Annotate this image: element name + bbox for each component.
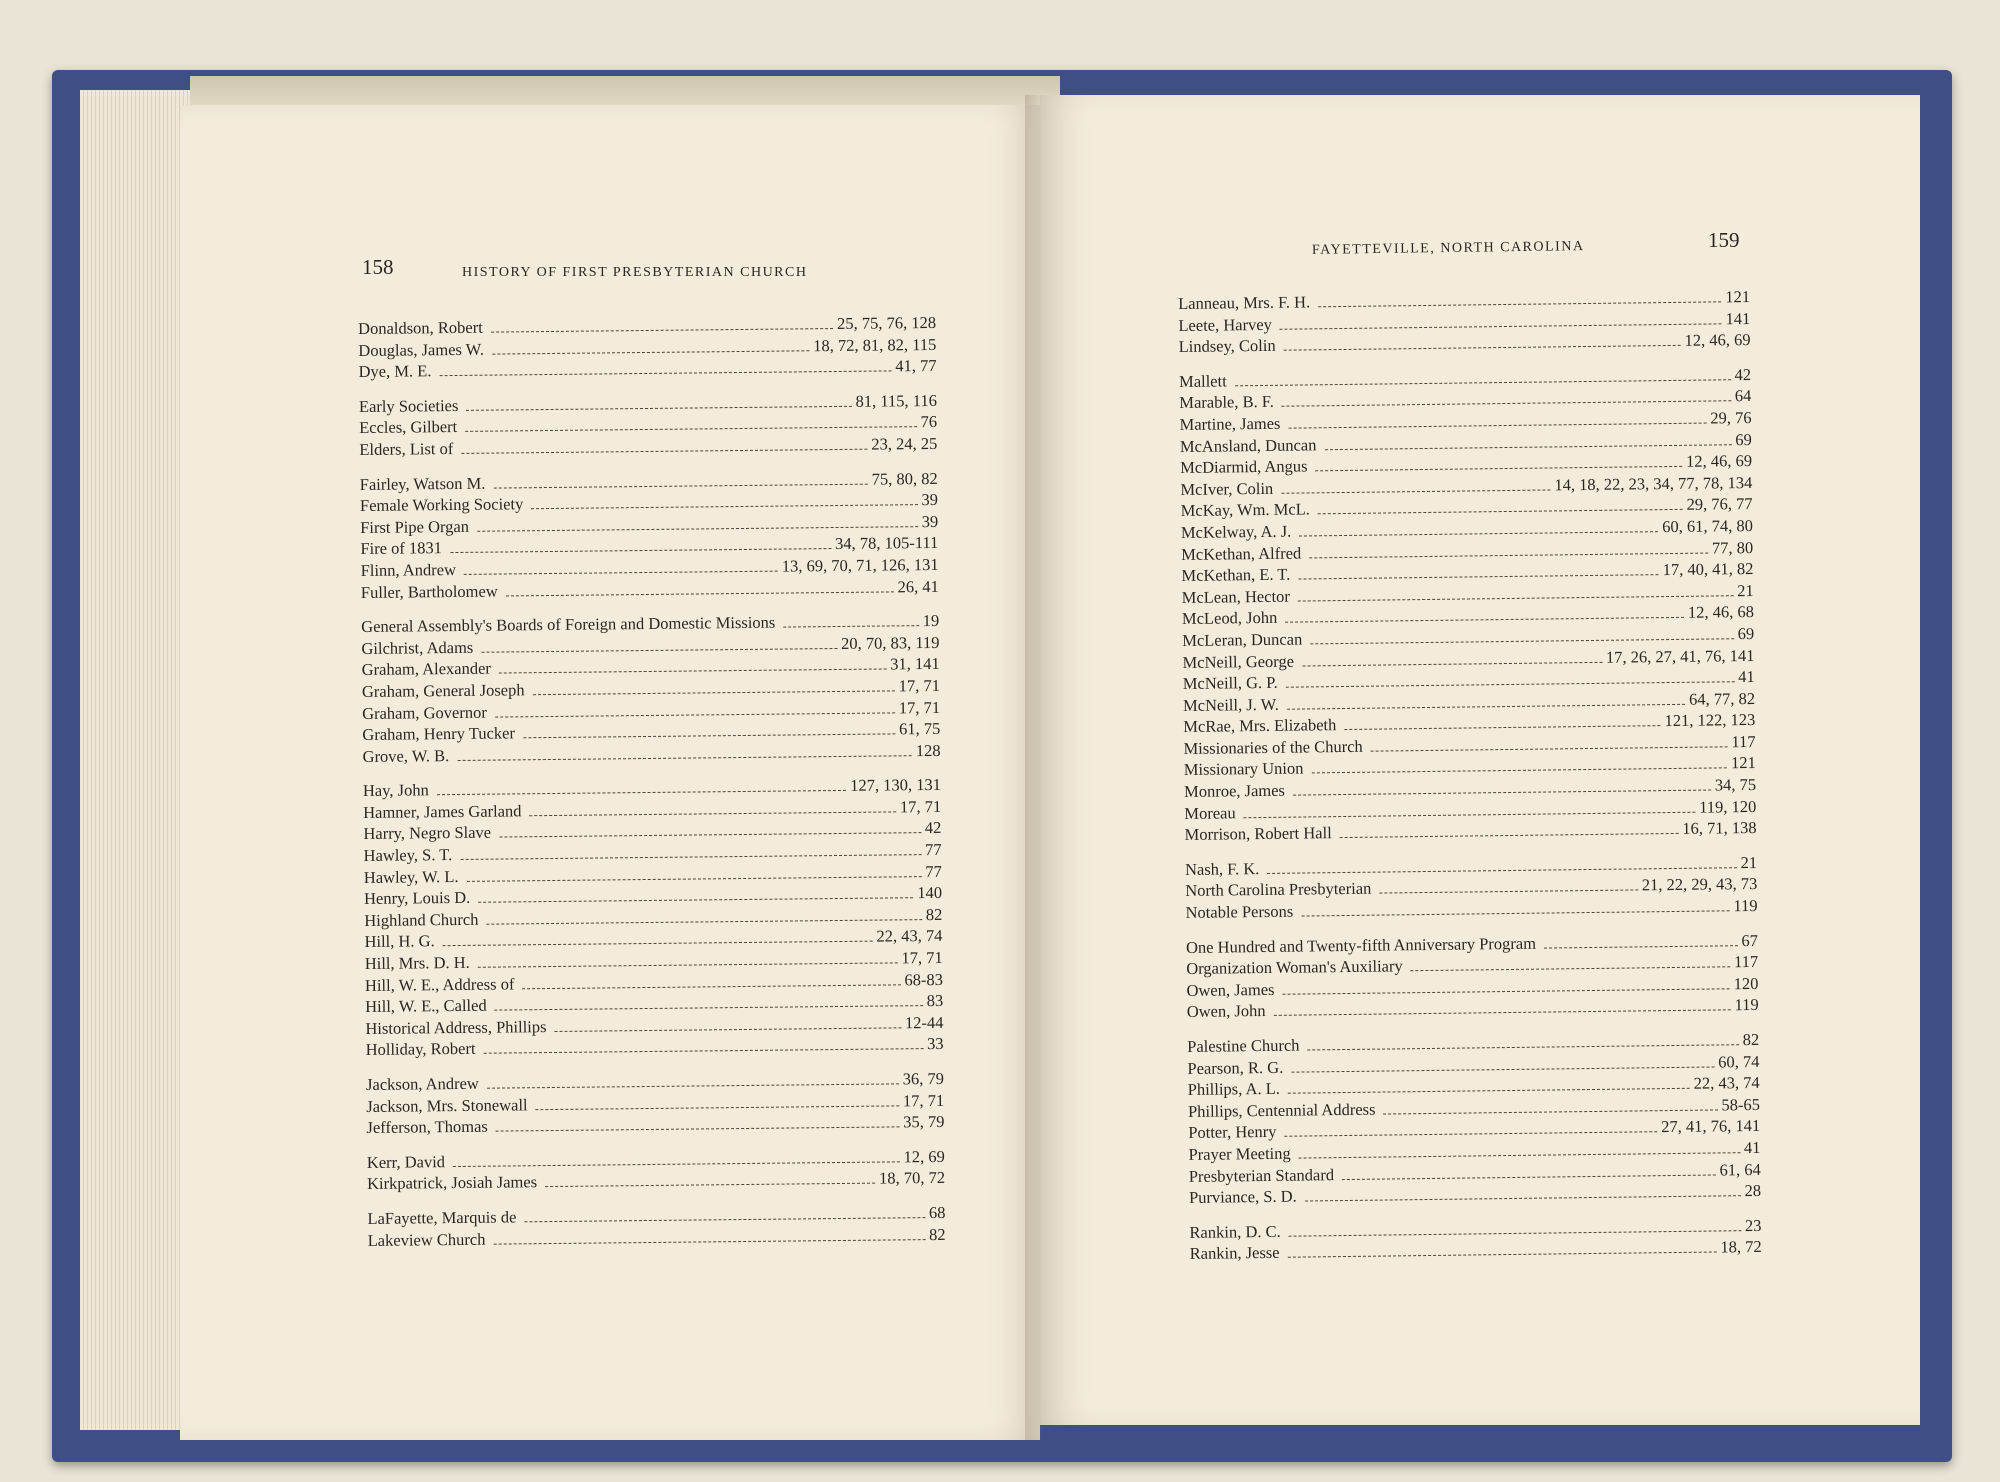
dot-leader	[1301, 910, 1729, 916]
entry-name: Henry, Louis D.	[363, 888, 471, 909]
entry-pages: 17, 71	[898, 675, 940, 696]
dot-leader	[460, 854, 921, 860]
entry-name: Donaldson, Robert	[358, 317, 483, 338]
right-index-list	[1178, 286, 1762, 1265]
entry-name: McNeill, J. W.	[1182, 694, 1279, 715]
dot-leader	[545, 1183, 875, 1187]
entry-name: Flinn, Andrew	[360, 559, 457, 580]
entry-pages: 117	[1733, 952, 1759, 972]
entry-name: Female Working Society	[359, 494, 524, 516]
dot-leader	[1308, 1044, 1739, 1050]
entry-name: Lanneau, Mrs. F. H.	[1178, 292, 1311, 313]
entry-pages: 61, 64	[1719, 1159, 1761, 1180]
entry-name: Hill, W. E., Address of	[364, 974, 515, 995]
dot-leader	[1310, 638, 1733, 644]
entry-name: Eccles, Gilbert	[359, 417, 458, 438]
entry-pages: 35, 79	[903, 1112, 945, 1132]
dot-leader	[524, 1217, 925, 1222]
dot-leader	[1288, 1088, 1690, 1094]
entry-pages: 29, 76	[1710, 407, 1752, 428]
left-index-list	[358, 312, 946, 1251]
entry-name: McAnsland, Duncan	[1179, 434, 1317, 456]
entry-pages: 26, 41	[897, 576, 939, 596]
entry-name: Marable, B. F.	[1179, 392, 1274, 413]
dot-leader	[1244, 811, 1696, 818]
entry-name: Monroe, James	[1183, 780, 1286, 802]
entry-name: First Pipe Organ	[360, 516, 470, 537]
dot-leader	[533, 690, 895, 695]
entry-pages: 121	[1730, 753, 1756, 773]
entry-pages: 117	[1731, 731, 1756, 752]
entry-pages: 14, 18, 22, 23, 34, 77, 78, 134	[1554, 472, 1753, 495]
entry-pages: 25, 75, 76, 128	[836, 312, 937, 333]
entry-name: Missionaries of the Church	[1183, 736, 1363, 758]
entry-pages: 140	[917, 883, 943, 903]
entry-name: McLeran, Duncan	[1182, 629, 1303, 650]
dot-leader	[1299, 1152, 1740, 1158]
entry-name: Gilchrist, Adams	[361, 637, 474, 658]
dot-leader	[499, 669, 886, 674]
entry-name: Hamner, James Garland	[363, 801, 522, 822]
entry-pages: 81, 115, 116	[855, 390, 937, 411]
entry-pages: 60, 61, 74, 80	[1662, 515, 1753, 537]
entry-pages: 41, 77	[895, 356, 937, 376]
dot-leader	[1286, 681, 1735, 687]
dot-leader	[493, 1239, 925, 1245]
entry-pages: 141	[1725, 308, 1751, 328]
dot-leader	[1282, 401, 1731, 407]
entry-pages: 12, 69	[903, 1146, 945, 1167]
dot-leader	[1288, 423, 1706, 429]
dot-leader	[1283, 988, 1730, 994]
dot-leader	[1318, 509, 1683, 514]
dot-leader	[522, 984, 900, 989]
entry-pages: 64, 77, 82	[1688, 688, 1756, 709]
entry-name: Highland Church	[364, 909, 479, 930]
entry-pages: 127, 130, 131	[850, 775, 942, 796]
entry-pages: 77	[924, 839, 942, 860]
entry-name: Nash, F. K.	[1184, 858, 1260, 879]
entry-pages: 41	[1743, 1137, 1761, 1158]
entry-pages: 82	[1742, 1029, 1760, 1050]
entry-name: Moreau	[1184, 802, 1236, 823]
entry-name: McIver, Colin	[1180, 478, 1274, 499]
entry-name: Hawley, S. T.	[363, 845, 453, 866]
entry-pages: 119	[1734, 995, 1759, 1015]
entry-pages: 33	[927, 1034, 944, 1054]
dot-leader	[487, 1083, 899, 1088]
dot-leader	[464, 571, 778, 575]
entry-name: McNeill, George	[1182, 651, 1295, 672]
entry-name: Rankin, D. C.	[1189, 1221, 1281, 1242]
entry-name: Lakeview Church	[367, 1229, 486, 1250]
dot-leader	[1284, 345, 1681, 351]
entry-name: Fuller, Bartholomew	[360, 581, 498, 602]
dot-leader	[1411, 967, 1730, 972]
dot-leader	[461, 449, 867, 454]
entry-name: Organization Woman's Auxiliary	[1186, 956, 1403, 979]
entry-name: Graham, Henry Tucker	[362, 723, 516, 745]
left-running-head: HISTORY OF FIRST PRESBYTERIAN CHURCH	[462, 265, 808, 280]
entry-name: Jackson, Mrs. Stonewall	[366, 1094, 528, 1116]
dot-leader	[1274, 1010, 1731, 1017]
entry-name: Holliday, Robert	[365, 1039, 476, 1060]
entry-pages: 42	[1734, 364, 1752, 384]
entry-pages: 20, 70, 83, 119	[840, 632, 940, 653]
dot-leader	[530, 811, 896, 816]
entry-name: Purviance, S. D.	[1188, 1186, 1297, 1208]
dot-leader	[1324, 444, 1731, 450]
entry-name: LaFayette, Marquis de	[367, 1207, 517, 1228]
entry-name: McNeill, G. P.	[1182, 672, 1278, 694]
entry-pages: 17, 71	[901, 947, 943, 968]
dot-leader	[1267, 867, 1736, 874]
dot-leader	[1384, 1109, 1718, 1114]
entry-pages: 12-44	[904, 1012, 944, 1033]
entry-name: Lindsey, Colin	[1178, 335, 1276, 357]
right-running-head: FAYETTEVILLE, NORTH CAROLINA	[1311, 239, 1585, 258]
entry-pages: 13, 69, 70, 71, 126, 131	[781, 554, 939, 576]
entry-pages: 39	[921, 511, 939, 531]
entry-pages: 119, 120	[1699, 796, 1757, 817]
dot-leader	[1287, 704, 1685, 710]
dot-leader	[491, 328, 833, 333]
entry-name: Martine, James	[1179, 413, 1281, 434]
entry-pages: 61, 75	[898, 719, 941, 739]
entry-pages: 121	[1725, 287, 1751, 307]
entry-name: Harry, Negro Slave	[363, 823, 492, 844]
dot-leader	[1281, 489, 1550, 493]
entry-pages: 34, 75	[1714, 775, 1757, 795]
entry-name: McLeod, John	[1181, 608, 1278, 629]
dot-leader	[1311, 768, 1727, 774]
entry-name: Kirkpatrick, Josiah James	[366, 1172, 538, 1194]
entry-pages: 18, 70, 72	[878, 1168, 946, 1188]
left-page-number: 158	[362, 255, 394, 279]
entry-pages: 23, 24, 25	[871, 433, 938, 454]
dot-leader	[1285, 1132, 1658, 1138]
entry-pages: 77	[925, 861, 942, 881]
entry-pages: 128	[915, 740, 941, 760]
dot-leader	[1293, 790, 1711, 796]
page-edges	[80, 90, 190, 1430]
dot-leader	[1280, 323, 1722, 329]
dot-leader	[1344, 725, 1660, 730]
entry-name: McLean, Hector	[1181, 586, 1290, 607]
dot-leader	[439, 371, 891, 377]
entry-pages: 21	[1737, 580, 1754, 600]
entry-name: Hill, Mrs. D. H.	[364, 952, 470, 973]
entry-pages: 41	[1738, 667, 1755, 687]
entry-pages: 67	[1741, 930, 1759, 950]
entry-pages: 75, 80, 82	[871, 468, 938, 489]
entry-pages: 36, 79	[902, 1068, 945, 1089]
entry-name: Graham, Alexander	[361, 658, 491, 680]
dot-leader	[1285, 617, 1684, 623]
entry-name: Phillips, Centennial Address	[1187, 1099, 1376, 1121]
dot-leader	[1544, 945, 1737, 948]
entry-pages: 29, 76, 77	[1686, 494, 1753, 515]
dot-leader	[1379, 890, 1637, 894]
dot-leader	[466, 406, 851, 411]
entry-name: Hawley, W. L.	[363, 866, 459, 887]
dot-leader	[1309, 552, 1708, 558]
entry-pages: 120	[1733, 973, 1759, 994]
dot-leader	[1318, 301, 1721, 307]
entry-pages: 121, 122, 123	[1664, 710, 1756, 731]
entry-pages: 21, 22, 29, 43, 73	[1641, 874, 1758, 895]
entry-pages: 16, 71, 138	[1682, 818, 1757, 839]
dot-leader	[478, 962, 898, 967]
entry-pages: 23	[1744, 1215, 1762, 1235]
dot-leader	[1235, 379, 1731, 386]
right-page-number: 159	[1708, 228, 1740, 252]
dot-leader	[1288, 1252, 1717, 1258]
dot-leader	[450, 548, 831, 553]
dot-leader	[481, 648, 837, 653]
entry-pages: 21	[1740, 852, 1758, 873]
entry-pages: 22, 43, 74	[1693, 1073, 1760, 1093]
entry-pages: 69	[1735, 429, 1752, 449]
dot-leader	[1342, 1174, 1715, 1180]
dot-leader	[555, 1027, 901, 1032]
dot-leader	[495, 1005, 923, 1010]
entry-name: Morrison, Robert Hall	[1184, 823, 1332, 845]
entry-pages: 68-83	[904, 969, 944, 989]
entry-name: Hill, W. E., Called	[365, 995, 487, 1017]
entry-pages: 12, 46, 69	[1685, 451, 1753, 471]
dot-leader	[1371, 746, 1728, 751]
dot-leader	[783, 625, 918, 627]
entry-pages: 82	[929, 1224, 946, 1244]
entry-pages: 58-65	[1721, 1094, 1761, 1115]
dot-leader	[443, 941, 873, 947]
entry-name: Presbyterian Standard	[1188, 1164, 1335, 1186]
entry-name: North Carolina Presbyterian	[1185, 879, 1372, 901]
entry-pages: 34, 78, 105-111	[835, 533, 939, 554]
entry-name: Hay, John	[362, 780, 429, 801]
dot-leader	[477, 526, 918, 532]
dot-leader	[492, 350, 809, 354]
entry-pages: 18, 72, 81, 82, 115	[813, 334, 937, 355]
entry-pages: 83	[926, 991, 944, 1011]
dot-leader	[457, 755, 912, 761]
entry-name: McKelway, A. J.	[1180, 521, 1292, 542]
entry-pages: 28	[1744, 1181, 1762, 1201]
entry-name: Graham, Governor	[362, 702, 487, 723]
dot-leader	[1291, 1066, 1714, 1072]
entry-pages: 82	[925, 904, 943, 924]
entry-pages: 12, 46, 69	[1684, 330, 1751, 351]
entry-pages: 39	[921, 490, 939, 510]
book-gutter	[1025, 95, 1055, 1440]
entry-name: Jackson, Andrew	[365, 1073, 479, 1094]
entry-name: Grove, W. B.	[362, 745, 450, 766]
dot-leader	[523, 733, 895, 738]
entry-pages: 77, 80	[1711, 537, 1754, 558]
dot-leader	[467, 876, 922, 882]
entry-name: Douglas, James W.	[358, 339, 485, 360]
dot-leader	[453, 1161, 900, 1167]
entry-name: McKethan, Alfred	[1181, 543, 1302, 564]
entry-name: Historical Address, Phillips	[365, 1016, 547, 1038]
entry-name: McRae, Mrs. Elizabeth	[1183, 715, 1337, 737]
entry-name: Prayer Meeting	[1188, 1143, 1291, 1164]
entry-pages: 18, 72	[1720, 1237, 1762, 1257]
entry-name: Fire of 1831	[360, 538, 443, 559]
entry-name: McKay, Wm. McL.	[1180, 499, 1311, 521]
dot-leader	[1289, 1230, 1741, 1237]
entry-name: Kerr, David	[366, 1151, 446, 1172]
dot-leader	[1340, 833, 1679, 838]
entry-pages: 19	[922, 611, 940, 631]
dot-leader	[531, 504, 917, 509]
dot-leader	[506, 591, 894, 596]
dot-leader	[536, 1105, 899, 1110]
entry-pages: 17, 26, 27, 41, 76, 141	[1605, 645, 1755, 667]
dot-leader	[1305, 1195, 1741, 1201]
entry-name: Pearson, R. G.	[1187, 1057, 1284, 1078]
dot-leader	[495, 712, 895, 717]
dot-leader	[1298, 574, 1658, 579]
dot-leader	[493, 483, 867, 488]
entry-name: Dye, M. E.	[358, 361, 432, 382]
entry-pages: 31, 141	[890, 654, 940, 674]
entry-pages: 17, 71	[899, 796, 942, 817]
entry-name: Owen, James	[1186, 979, 1275, 1000]
entry-name: Potter, Henry	[1188, 1122, 1277, 1143]
dot-leader	[465, 427, 916, 433]
entry-name: Elders, List of	[359, 438, 454, 459]
dot-leader	[1298, 595, 1733, 601]
dot-leader	[437, 790, 846, 795]
dot-leader	[486, 919, 921, 925]
entry-pages: 119	[1733, 895, 1758, 916]
dot-leader	[496, 1127, 899, 1132]
entry-pages: 17, 40, 41, 82	[1662, 559, 1754, 580]
entry-name: Early Societies	[358, 395, 459, 416]
entry-name: Rankin, Jesse	[1189, 1243, 1280, 1264]
entry-name: One Hundred and Twenty-fifth Anniversary Program	[1185, 933, 1537, 957]
entry-name: Jefferson, Thomas	[366, 1116, 488, 1138]
entry-pages: 12, 46, 68	[1687, 602, 1755, 623]
entry-pages: 60, 74	[1718, 1051, 1760, 1072]
entry-pages: 42	[924, 818, 942, 838]
dot-leader	[1316, 466, 1683, 471]
entry-name: Owen, John	[1186, 1001, 1266, 1022]
dot-leader	[1299, 531, 1658, 536]
entry-name: McKethan, E. T.	[1181, 564, 1291, 586]
entry-name: Mallett	[1178, 371, 1227, 391]
dot-leader	[1302, 661, 1602, 666]
dot-leader	[499, 833, 921, 838]
entry-name: Phillips, A. L.	[1187, 1079, 1280, 1100]
entry-pages: 27, 41, 76, 141	[1661, 1116, 1761, 1137]
entry-name: McDiarmid, Angus	[1180, 456, 1308, 478]
entry-name: Notable Persons	[1185, 901, 1294, 922]
entry-pages: 17, 71	[898, 697, 941, 717]
entry-name: Hill, H. G.	[364, 931, 435, 952]
entry-pages: 64	[1734, 386, 1752, 406]
entry-pages: 68	[928, 1202, 946, 1223]
entry-name: Missionary Union	[1183, 758, 1304, 780]
dot-leader	[478, 897, 913, 903]
entry-pages: 76	[920, 412, 938, 432]
entry-name: General Assembly's Boards of Foreign and Domestic Missions	[361, 612, 776, 637]
entry-name: Palestine Church	[1187, 1035, 1300, 1056]
entry-name: Leete, Harvey	[1178, 314, 1272, 335]
entry-pages: 17, 71	[902, 1090, 945, 1110]
entry-pages: 22, 43, 74	[876, 926, 943, 947]
entry-pages: 69	[1737, 623, 1755, 644]
dot-leader	[484, 1049, 924, 1055]
entry-name: Graham, General Joseph	[361, 680, 525, 701]
entry-name: Fairley, Watson M.	[359, 473, 486, 494]
